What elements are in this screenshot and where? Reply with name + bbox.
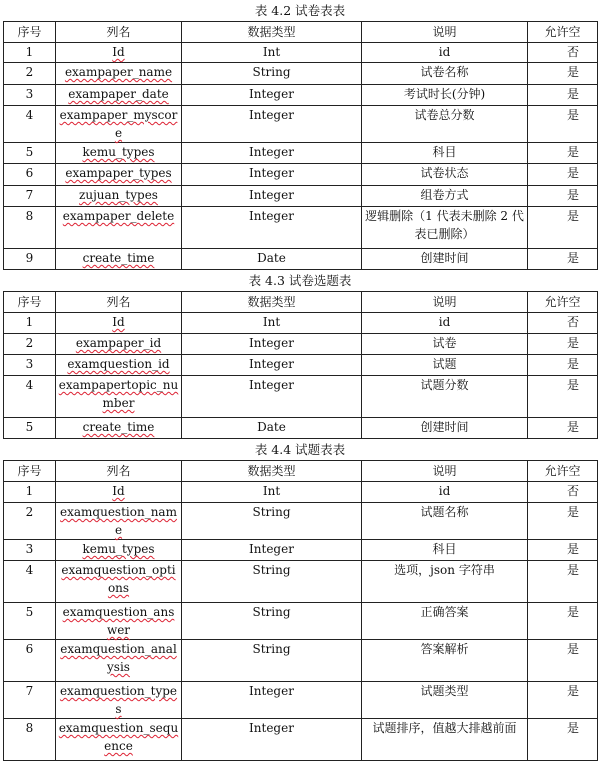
table-row: [4, 482, 598, 503]
header-description: 说明: [362, 461, 528, 482]
cell-description: 组卷方式: [362, 186, 528, 207]
table-row: [4, 164, 598, 186]
cell-description: 科目: [362, 143, 528, 164]
cell-column-name: kemu_types: [56, 143, 182, 164]
cell-data-type: Integer: [182, 164, 362, 186]
cell-nullable: 是: [528, 164, 598, 186]
cell-data-type: Integer: [182, 85, 362, 106]
cell-nullable: 是: [528, 63, 598, 85]
table-row: [4, 186, 598, 207]
header-row: [4, 461, 598, 482]
cell-no: 6: [4, 640, 56, 682]
cell-nullable: 是: [528, 719, 598, 761]
table-caption: 表 4.2 试卷表表: [254, 3, 346, 18]
table-row: [4, 376, 598, 418]
cell-no: 4: [4, 376, 56, 418]
schema-table: [3, 291, 598, 439]
table-row: [4, 540, 598, 561]
cell-column-name: examquestion_options: [56, 561, 182, 603]
cell-description: 科目: [362, 540, 528, 561]
cell-description: 试题名称: [362, 503, 528, 540]
cell-data-type: String: [182, 603, 362, 640]
table-row: [4, 313, 598, 334]
header-description: 说明: [362, 22, 528, 43]
cell-nullable: 是: [528, 106, 598, 143]
cell-description: 创建时间: [362, 249, 528, 270]
cell-description: 试卷状态: [362, 164, 528, 186]
schema-table: [3, 460, 598, 761]
cell-column-name: exampaper_id: [56, 334, 182, 355]
cell-description: id: [362, 313, 528, 334]
header-column-name: 列名: [56, 292, 182, 313]
cell-column-name: exampaper_delete: [56, 207, 182, 249]
cell-description: id: [362, 482, 528, 503]
cell-description: 试题排序，值越大排越前面: [362, 719, 528, 761]
cell-nullable: 是: [528, 503, 598, 540]
header-row: [4, 292, 598, 313]
cell-column-name: exampaper_date: [56, 85, 182, 106]
cell-nullable: 是: [528, 682, 598, 719]
cell-column-name: examquestion_sequence: [56, 719, 182, 761]
table-row: [4, 355, 598, 376]
cell-description: 试卷总分数: [362, 106, 528, 143]
cell-column-name: Id: [56, 482, 182, 503]
cell-no: 2: [4, 63, 56, 85]
cell-nullable: 否: [528, 482, 598, 503]
cell-column-name: exampaper_types: [56, 164, 182, 186]
cell-nullable: 否: [528, 313, 598, 334]
cell-nullable: 是: [528, 85, 598, 106]
cell-column-name: examquestion_id: [56, 355, 182, 376]
cell-description: 答案解析: [362, 640, 528, 682]
cell-description: 试题类型: [362, 682, 528, 719]
cell-data-type: Integer: [182, 143, 362, 164]
cell-description: 选项，json 字符串: [362, 561, 528, 603]
table-row: [4, 561, 598, 603]
cell-no: 7: [4, 682, 56, 719]
cell-nullable: 是: [528, 207, 598, 249]
table-row: [4, 43, 598, 63]
cell-description: 试卷: [362, 334, 528, 355]
cell-data-type: String: [182, 640, 362, 682]
cell-column-name: kemu_types: [56, 540, 182, 561]
table-row: [4, 503, 598, 540]
cell-no: 3: [4, 355, 56, 376]
cell-column-name: Id: [56, 313, 182, 334]
cell-description: 试题分数: [362, 376, 528, 418]
cell-data-type: String: [182, 503, 362, 540]
header-nullable: 允许空: [528, 461, 598, 482]
cell-nullable: 是: [528, 143, 598, 164]
table-row: [4, 106, 598, 143]
cell-data-type: Date: [182, 418, 362, 439]
cell-data-type: Date: [182, 249, 362, 270]
cell-nullable: 是: [528, 640, 598, 682]
cell-no: 5: [4, 418, 56, 439]
cell-nullable: 是: [528, 561, 598, 603]
cell-no: 6: [4, 164, 56, 186]
cell-data-type: Integer: [182, 207, 362, 249]
cell-description: id: [362, 43, 528, 63]
table-row: [4, 334, 598, 355]
cell-column-name: create_time: [56, 418, 182, 439]
cell-description: 正确答案: [362, 603, 528, 640]
header-data-type: 数据类型: [182, 292, 362, 313]
cell-no: 8: [4, 207, 56, 249]
cell-data-type: Integer: [182, 355, 362, 376]
cell-no: 7: [4, 186, 56, 207]
schema-table: [3, 21, 598, 270]
table-caption: 表 4.3 试卷选题表: [248, 273, 352, 288]
cell-no: 5: [4, 603, 56, 640]
cell-description: 试卷名称: [362, 63, 528, 85]
table-row: [4, 719, 598, 761]
header-nullable: 允许空: [528, 22, 598, 43]
cell-no: 3: [4, 85, 56, 106]
header-no: 序号: [4, 22, 56, 43]
cell-data-type: Integer: [182, 376, 362, 418]
table-row: [4, 603, 598, 640]
cell-description: 试题: [362, 355, 528, 376]
cell-column-name: examquestion_answer: [56, 603, 182, 640]
cell-data-type: Int: [182, 482, 362, 503]
cell-nullable: 是: [528, 540, 598, 561]
cell-data-type: Integer: [182, 334, 362, 355]
cell-description: 考试时长(分钟): [362, 85, 528, 106]
cell-data-type: String: [182, 561, 362, 603]
cell-nullable: 是: [528, 418, 598, 439]
header-row: [4, 22, 598, 43]
table-row: [4, 63, 598, 85]
header-column-name: 列名: [56, 461, 182, 482]
cell-no: 1: [4, 313, 56, 334]
cell-column-name: exampaper_name: [56, 63, 182, 85]
cell-no: 3: [4, 540, 56, 561]
table-row: [4, 418, 598, 439]
cell-data-type: Integer: [182, 540, 362, 561]
table-row: [4, 85, 598, 106]
cell-nullable: 是: [528, 355, 598, 376]
cell-data-type: Int: [182, 43, 362, 63]
cell-no: 4: [4, 106, 56, 143]
table-row: [4, 682, 598, 719]
cell-no: 9: [4, 249, 56, 270]
cell-nullable: 是: [528, 249, 598, 270]
cell-data-type: Integer: [182, 682, 362, 719]
table-row: [4, 143, 598, 164]
cell-no: 1: [4, 43, 56, 63]
cell-nullable: 是: [528, 186, 598, 207]
cell-data-type: Int: [182, 313, 362, 334]
table-row: [4, 640, 598, 682]
cell-column-name: examquestion_analysis: [56, 640, 182, 682]
cell-no: 2: [4, 334, 56, 355]
cell-data-type: Integer: [182, 186, 362, 207]
cell-description: 创建时间: [362, 418, 528, 439]
cell-no: 2: [4, 503, 56, 540]
cell-nullable: 是: [528, 603, 598, 640]
table-row: [4, 207, 598, 249]
cell-column-name: exampapertopic_number: [56, 376, 182, 418]
cell-no: 8: [4, 719, 56, 761]
cell-column-name: zujuan_types: [56, 186, 182, 207]
header-data-type: 数据类型: [182, 22, 362, 43]
cell-no: 4: [4, 561, 56, 603]
cell-column-name: Id: [56, 43, 182, 63]
table-caption: 表 4.4 试题表表: [254, 442, 346, 457]
cell-column-name: examquestion_name: [56, 503, 182, 540]
header-description: 说明: [362, 292, 528, 313]
cell-no: 1: [4, 482, 56, 503]
cell-nullable: 是: [528, 376, 598, 418]
header-no: 序号: [4, 292, 56, 313]
cell-column-name: examquestion_types: [56, 682, 182, 719]
cell-no: 5: [4, 143, 56, 164]
cell-column-name: exampaper_myscore: [56, 106, 182, 143]
cell-nullable: 否: [528, 43, 598, 63]
header-no: 序号: [4, 461, 56, 482]
cell-description: 逻辑删除（1 代表未删除 2 代表已删除）: [362, 207, 528, 249]
header-nullable: 允许空: [528, 292, 598, 313]
cell-data-type: Integer: [182, 719, 362, 761]
header-data-type: 数据类型: [182, 461, 362, 482]
cell-nullable: 是: [528, 334, 598, 355]
header-column-name: 列名: [56, 22, 182, 43]
table-row: [4, 249, 598, 270]
cell-data-type: Integer: [182, 106, 362, 143]
cell-data-type: String: [182, 63, 362, 85]
cell-column-name: create_time: [56, 249, 182, 270]
